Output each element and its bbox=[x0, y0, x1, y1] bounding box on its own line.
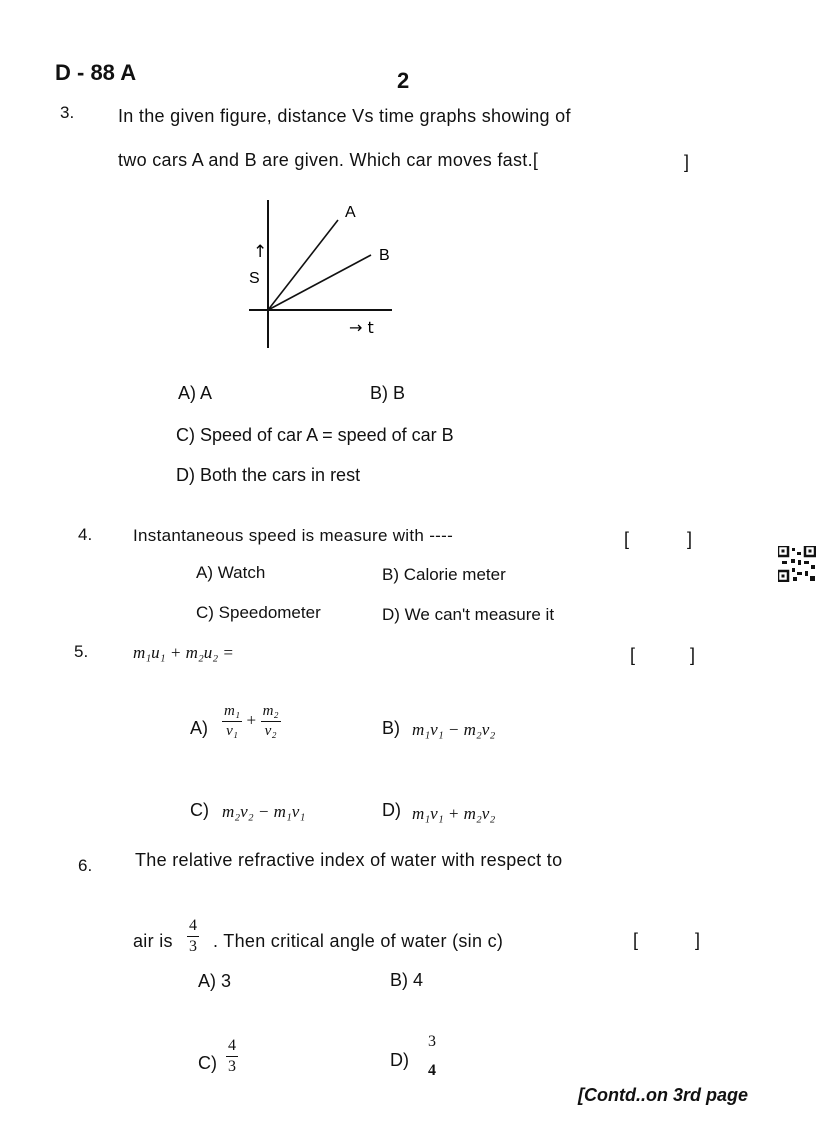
denominator: 4 bbox=[428, 1061, 436, 1079]
answer-bracket-open: [ bbox=[624, 529, 630, 549]
option-a: A) 3 bbox=[198, 971, 232, 991]
option-b-label: B) bbox=[382, 718, 400, 738]
numerator: m₂ bbox=[261, 702, 281, 722]
option-b: B) Calorie meter bbox=[382, 565, 506, 584]
denominator: 3 bbox=[189, 938, 197, 955]
answer-bracket-close: ] bbox=[690, 645, 696, 665]
answer-bracket-open: [ bbox=[630, 645, 636, 665]
plus-sign: + bbox=[246, 710, 257, 730]
y-axis-label: S bbox=[249, 270, 260, 287]
option-d: D) Both the cars in rest bbox=[176, 465, 361, 485]
option-c: C) Speedometer bbox=[196, 603, 321, 622]
label-car-a: A bbox=[345, 204, 356, 221]
question-text-line-1: In the given figure, distance Vs time graphs showing of bbox=[118, 106, 571, 126]
paper-code: D - 88 A bbox=[55, 60, 137, 85]
denominator: v₂ bbox=[264, 722, 277, 739]
question-text-line-2-prefix: air is bbox=[133, 931, 173, 951]
option-c-expression: m₂v₂ − m₁v₁ bbox=[222, 802, 306, 821]
question-expression: m₁u₁ + m₂u₂ = bbox=[133, 643, 234, 662]
option-d: D) We can't measure it bbox=[382, 605, 555, 624]
x-axis-label: → t bbox=[349, 318, 374, 337]
numerator: 3 bbox=[428, 1033, 436, 1050]
fraction-four-thirds bbox=[187, 916, 199, 957]
option-a: A) Watch bbox=[196, 563, 266, 582]
question-number: 4. bbox=[78, 525, 93, 544]
denominator: 3 bbox=[228, 1058, 236, 1075]
question-text-line-1: The relative refractive index of water with respect to bbox=[135, 850, 563, 870]
answer-bracket-close: ] bbox=[695, 930, 701, 950]
answer-bracket-open: [ bbox=[633, 930, 639, 950]
fraction bbox=[187, 916, 199, 957]
line-car-b bbox=[268, 255, 371, 310]
qr-code-icon bbox=[778, 546, 816, 582]
question-number: 6. bbox=[78, 856, 93, 875]
option-c-label: C) bbox=[198, 1053, 217, 1073]
fraction bbox=[226, 1036, 238, 1077]
question-text-line-2: two cars A and B are given. Which car moves fast.[ bbox=[118, 150, 539, 170]
stacked-fraction bbox=[428, 1032, 436, 1082]
question-text-line-2-suffix: . Then critical angle of water (sin c) bbox=[213, 931, 504, 951]
question-text: Instantaneous speed is measure with ---- bbox=[133, 526, 454, 545]
line-car-a bbox=[268, 220, 338, 310]
option-b: B) 4 bbox=[390, 970, 424, 990]
answer-bracket-close: ] bbox=[684, 152, 690, 172]
fraction bbox=[222, 702, 242, 741]
answer-bracket-close: ] bbox=[687, 529, 693, 549]
y-axis-arrow: ↑ bbox=[253, 242, 268, 262]
numerator: 4 bbox=[226, 1036, 238, 1057]
fraction bbox=[261, 702, 281, 741]
option-c: C) Speed of car A = speed of car B bbox=[176, 425, 454, 445]
option-d-label: D) bbox=[390, 1050, 409, 1070]
label-car-b: B bbox=[379, 247, 390, 264]
numerator: 4 bbox=[187, 916, 199, 937]
option-d-expression: m₁v₁ + m₂v₂ bbox=[412, 804, 496, 823]
question-number: 5. bbox=[74, 642, 89, 661]
option-d-expression bbox=[428, 1032, 436, 1082]
page-number: 2 bbox=[397, 68, 410, 93]
option-a-label: A) bbox=[190, 718, 208, 738]
option-a-expression bbox=[222, 702, 281, 741]
option-d-label: D) bbox=[382, 800, 401, 820]
option-b: B) B bbox=[370, 383, 406, 403]
denominator: v₁ bbox=[226, 722, 238, 739]
option-b-expression: m₁v₁ − m₂v₂ bbox=[412, 720, 496, 739]
question-number: 3. bbox=[60, 103, 75, 122]
option-a: A) A bbox=[178, 383, 213, 403]
option-c-expression bbox=[226, 1036, 238, 1077]
numerator: m₁ bbox=[222, 702, 242, 722]
distance-time-graph bbox=[235, 195, 415, 355]
continued-note: [Contd..on 3rd page bbox=[578, 1085, 748, 1105]
option-c-label: C) bbox=[190, 800, 209, 820]
